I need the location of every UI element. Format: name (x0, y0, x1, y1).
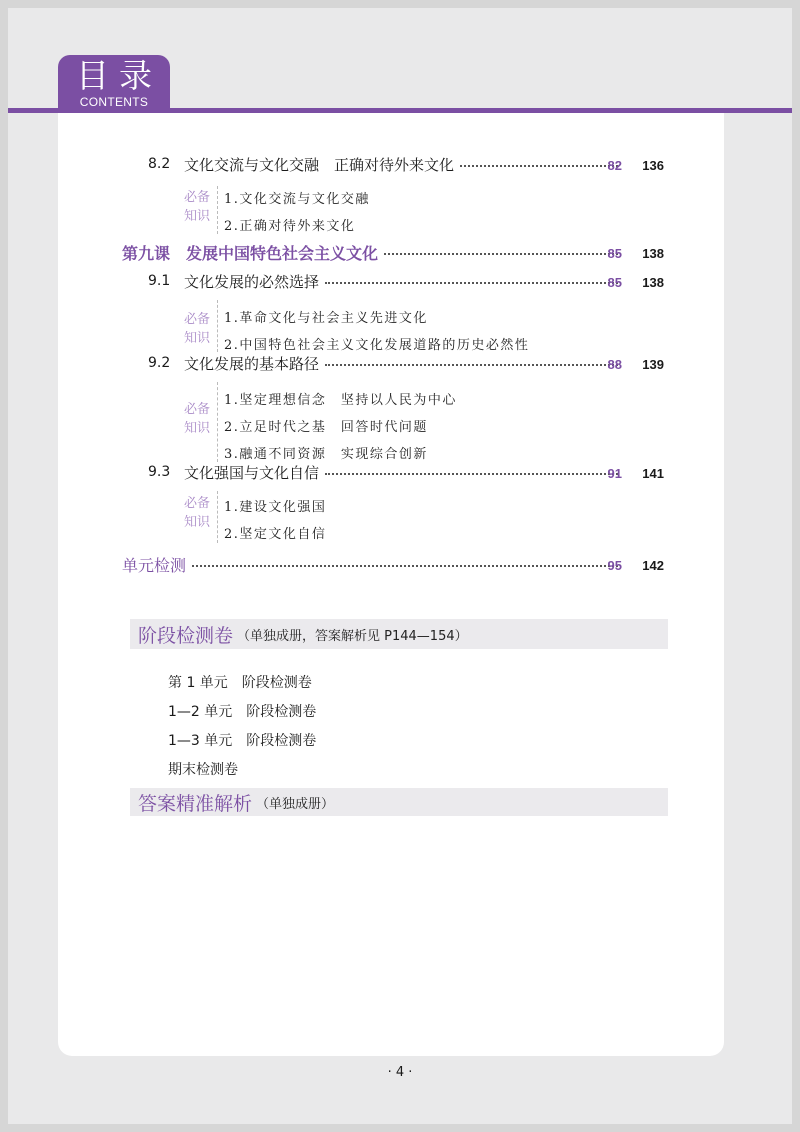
page-number-footer: · 4 · (387, 1065, 413, 1080)
divider (217, 382, 218, 462)
header-tab (58, 55, 170, 113)
divider (217, 491, 218, 543)
page (8, 8, 792, 1124)
knowledge-item: 2.正确对待外来文化 (224, 219, 356, 234)
knowledge-item: 1.革命文化与社会主义先进文化 (224, 311, 428, 326)
knowledge-item: 1.建设文化强国 (224, 500, 327, 515)
page-number-b: 139 (642, 357, 664, 372)
answers-note: （单独成册） (256, 796, 335, 812)
section-title: 文化发展的基本路径 (184, 354, 320, 373)
stage-test-note: （单独成册，答案解析见 P144—154） (237, 628, 468, 644)
section-title: 文化发展的必然选择 (184, 272, 320, 291)
stage-test-title: 阶段检测卷 (138, 624, 234, 647)
page-number-b: 138 (642, 275, 664, 290)
leader-dots (325, 473, 618, 475)
knowledge-label: 必备知识 (184, 402, 211, 436)
section-number: 9.1 (148, 273, 171, 289)
knowledge-item: 1.文化交流与文化交融 (224, 192, 370, 207)
knowledge-label: 必备知识 (184, 312, 211, 346)
section-number: 8.2 (148, 156, 171, 172)
toc-entry-8-2[interactable] (148, 153, 624, 175)
answers-title: 答案精准解析 (138, 792, 253, 815)
divider (217, 300, 218, 352)
page-number-a: 95 (607, 558, 622, 573)
leader-dots (325, 282, 618, 284)
page-title: 目录 (76, 56, 162, 95)
page-subtitle: CONTENTS (79, 95, 149, 109)
page-number-a: 88 (607, 357, 622, 372)
leader-dots (325, 364, 618, 366)
page-number-b: 141 (642, 466, 664, 481)
stage-test-item[interactable]: 期末检测卷 (168, 762, 238, 778)
section-title: 文化强国与文化自信 (184, 463, 320, 482)
section-number: 9.2 (148, 355, 171, 371)
knowledge-label: 必备知识 (184, 496, 211, 530)
knowledge-item: 1.坚定理想信念 坚持以人民为中心 (224, 393, 457, 408)
toc-entry-unit-test[interactable] (122, 553, 624, 575)
page-number-b: 142 (642, 558, 664, 573)
stage-test-header (130, 619, 668, 649)
stage-test-item[interactable]: 1—2 单元 阶段检测卷 (168, 704, 317, 720)
page-number-b: 136 (642, 158, 664, 173)
page-number-a: 85 (607, 246, 622, 261)
toc-entry-9-3[interactable] (148, 461, 624, 483)
toc-entry-9-1[interactable] (148, 270, 624, 292)
leader-dots (192, 565, 618, 567)
unit-test-title: 单元检测 (122, 555, 187, 575)
knowledge-label: 必备知识 (184, 190, 211, 224)
knowledge-item: 3.融通不同资源 实现综合创新 (224, 447, 428, 462)
page-number-a: 82 (607, 158, 622, 173)
section-number: 9.3 (148, 464, 171, 480)
toc-entry-lesson-9[interactable] (122, 241, 624, 263)
page-number-a: 91 (607, 466, 622, 481)
answers-header (130, 788, 668, 816)
stage-test-item[interactable]: 1—3 单元 阶段检测卷 (168, 733, 317, 749)
page-number-b: 138 (642, 246, 664, 261)
toc-entry-9-2[interactable] (148, 352, 624, 374)
page-number-a: 85 (607, 275, 622, 290)
stage-test-item[interactable]: 第 1 单元 阶段检测卷 (168, 675, 312, 691)
divider (217, 186, 218, 234)
lesson-title: 第九课 发展中国特色社会主义文化 (122, 243, 379, 263)
leader-dots (384, 253, 618, 255)
knowledge-item: 2.中国特色社会主义文化发展道路的历史必然性 (224, 338, 530, 353)
section-title: 文化交流与文化交融 正确对待外来文化 (184, 155, 455, 174)
knowledge-item: 2.坚定文化自信 (224, 527, 327, 542)
knowledge-item: 2.立足时代之基 回答时代问题 (224, 420, 428, 435)
